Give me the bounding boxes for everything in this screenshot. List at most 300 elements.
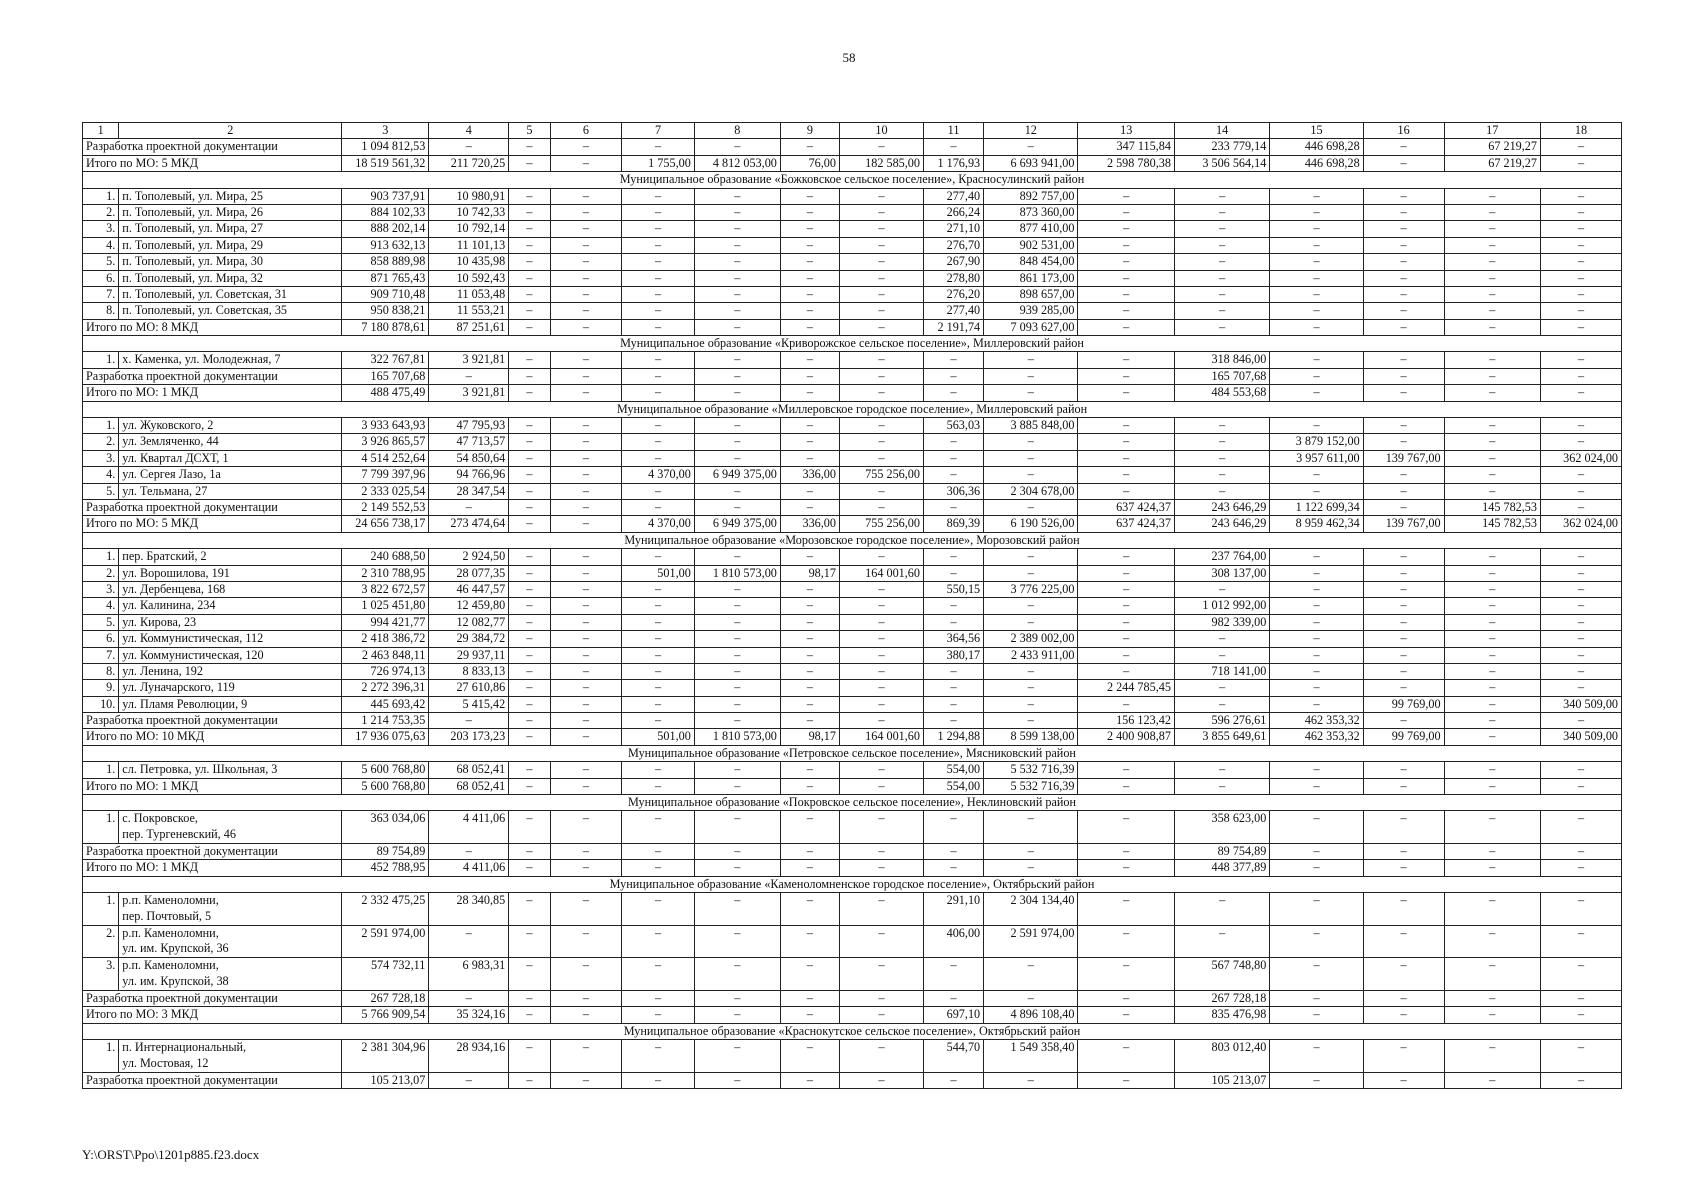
column-header: 17 [1444,123,1540,139]
address-line: ул. Калинина, 234 [122,598,216,613]
value-cell: – [1444,254,1540,270]
value-cell: – [694,581,780,597]
value-cell: 266,24 [923,204,983,220]
value-cell: – [509,893,550,926]
value-cell: 446 698,28 [1270,155,1363,171]
value-cell: 637 424,37 [1078,516,1174,532]
value-cell: – [550,811,622,844]
value-cell: – [780,237,839,253]
value-cell: – [984,385,1078,401]
row-number: 4. [83,237,119,253]
column-header: 1 [83,123,119,139]
value-cell: 28 340,85 [429,893,509,926]
table-row [83,418,1622,434]
value-cell: 554,00 [923,762,983,778]
value-cell: – [1444,188,1540,204]
value-cell: – [509,450,550,466]
value-cell: – [550,434,622,450]
value-cell: 913 632,13 [342,237,429,253]
value-cell: – [694,303,780,319]
value-cell: – [1540,844,1621,860]
value-cell: – [1078,631,1174,647]
value-cell: – [1363,860,1444,876]
value-cell: – [694,925,780,958]
value-cell: 574 732,11 [342,958,429,991]
value-cell: – [1078,811,1174,844]
row-label: Итого по МО: 5 МКД [83,516,342,532]
value-cell: 105 213,07 [342,1072,429,1088]
value-cell: 308 137,00 [1174,565,1269,581]
value-cell: – [1078,434,1174,450]
value-cell: – [694,1072,780,1088]
address-cell [119,270,342,286]
value-cell: – [429,713,509,729]
value-cell: – [622,483,695,499]
value-cell: 898 657,00 [984,286,1078,302]
address-cell [119,925,342,958]
row-number: 2. [83,565,119,581]
value-cell: – [1363,958,1444,991]
value-cell: – [839,647,923,663]
value-cell: – [1078,549,1174,565]
value-cell: – [1270,368,1363,384]
value-cell: – [694,319,780,335]
value-cell: – [509,385,550,401]
value-cell: – [780,925,839,958]
value-cell: – [780,450,839,466]
value-cell: – [839,680,923,696]
value-cell: 7 180 878,61 [342,319,429,335]
value-cell: – [509,990,550,1006]
value-cell: 2 191,74 [923,319,983,335]
value-cell: – [1363,139,1444,155]
address-line: сл. Петровка, ул. Школьная, 3 [122,762,278,777]
value-cell: – [780,418,839,434]
value-cell: – [1270,565,1363,581]
address-cell [119,286,342,302]
value-cell: – [1270,844,1363,860]
column-header: 11 [923,123,983,139]
value-cell: 322 767,81 [342,352,429,368]
value-cell: 362 024,00 [1540,516,1621,532]
section-header-row [83,336,1622,352]
value-cell: – [1540,204,1621,220]
value-cell: – [509,221,550,237]
value-cell: – [550,713,622,729]
value-cell: – [984,958,1078,991]
value-cell: – [1444,925,1540,958]
value-cell: – [1174,418,1269,434]
value-cell: – [984,139,1078,155]
value-cell: 28 077,35 [429,565,509,581]
value-cell: – [694,778,780,794]
value-cell: – [622,303,695,319]
value-cell: – [622,418,695,434]
value-cell: – [550,696,622,712]
value-cell: – [1540,1007,1621,1023]
value-cell: – [1444,860,1540,876]
value-cell: 1 025 451,80 [342,598,429,614]
value-cell: 2 149 552,53 [342,499,429,515]
value-cell: – [694,811,780,844]
row-number: 3. [83,581,119,597]
address-cell [119,450,342,466]
value-cell: – [839,1040,923,1073]
value-cell: 2 304 678,00 [984,483,1078,499]
table-row [83,647,1622,663]
table-row [83,450,1622,466]
value-cell: – [1078,483,1174,499]
address-cell [119,352,342,368]
value-cell: – [1078,319,1174,335]
value-cell: – [550,319,622,335]
section-header-row [83,876,1622,892]
value-cell: 848 454,00 [984,254,1078,270]
value-cell: 445 693,42 [342,696,429,712]
value-cell: – [1078,860,1174,876]
table-row [83,237,1622,253]
value-cell: – [509,368,550,384]
value-cell: 488 475,49 [342,385,429,401]
value-cell: – [509,418,550,434]
value-cell: – [1174,450,1269,466]
value-cell: – [1444,352,1540,368]
value-cell: 98,17 [780,565,839,581]
value-cell: – [694,990,780,1006]
value-cell: 17 936 075,63 [342,729,429,745]
value-cell: – [923,368,983,384]
value-cell: – [509,811,550,844]
value-cell: – [509,204,550,220]
value-cell: – [550,680,622,696]
column-header: 6 [550,123,622,139]
value-cell: – [1444,418,1540,434]
value-cell: – [1444,581,1540,597]
table-row [83,352,1622,368]
value-cell: – [839,434,923,450]
value-cell: 164 001,60 [839,565,923,581]
value-cell: 903 737,91 [342,188,429,204]
value-cell: 89 754,89 [342,844,429,860]
value-cell: 145 782,53 [1444,499,1540,515]
value-cell: – [1078,844,1174,860]
value-cell: – [839,450,923,466]
value-cell: – [622,139,695,155]
value-cell: – [1174,778,1269,794]
table-row [83,483,1622,499]
value-cell: – [622,990,695,1006]
value-cell: 68 052,41 [429,778,509,794]
value-cell: – [923,467,983,483]
value-cell: – [1174,188,1269,204]
value-cell: – [1444,696,1540,712]
value-cell: – [550,352,622,368]
value-cell: – [1444,483,1540,499]
value-cell: – [839,893,923,926]
row-label: Разработка проектной документации [83,1072,342,1088]
value-cell: 1 755,00 [622,155,695,171]
summary-row [83,139,1622,155]
value-cell: – [694,204,780,220]
value-cell: 1 122 699,34 [1270,499,1363,515]
table-row [83,598,1622,614]
value-cell: – [622,614,695,630]
value-cell: – [839,696,923,712]
value-cell: – [1078,385,1174,401]
row-number: 1. [83,188,119,204]
value-cell: – [1270,1007,1363,1023]
value-cell: – [1174,680,1269,696]
value-cell: – [622,663,695,679]
value-cell: – [1270,762,1363,778]
value-cell: – [1270,811,1363,844]
value-cell: – [1174,434,1269,450]
value-cell: – [509,1072,550,1088]
value-cell: – [1444,990,1540,1006]
value-cell: – [622,270,695,286]
value-cell: – [1078,467,1174,483]
value-cell: 3 879 152,00 [1270,434,1363,450]
section-title: Муниципальное образование «Каменоломненское городское поселение», Октябрьский район [83,876,1622,892]
value-cell: 2 333 025,54 [342,483,429,499]
value-cell: – [1363,237,1444,253]
value-cell: – [839,925,923,958]
row-number: 6. [83,631,119,647]
value-cell: – [1363,598,1444,614]
row-label: Итого по МО: 10 МКД [83,729,342,745]
value-cell: 29 937,11 [429,647,509,663]
value-cell: 2 244 785,45 [1078,680,1174,696]
value-cell: – [1540,762,1621,778]
address-cell [119,418,342,434]
value-cell: 755 256,00 [839,516,923,532]
summary-row [83,713,1622,729]
address-cell [119,598,342,614]
value-cell: 10 742,33 [429,204,509,220]
value-cell: – [694,696,780,712]
address-cell [119,483,342,499]
address-cell [119,188,342,204]
value-cell: 243 646,29 [1174,499,1269,515]
value-cell: – [622,1072,695,1088]
value-cell: – [694,860,780,876]
value-cell: – [780,762,839,778]
value-cell: 3 926 865,57 [342,434,429,450]
value-cell: 24 656 738,17 [342,516,429,532]
value-cell: – [1078,925,1174,958]
address-line: ул. Квартал ДСХТ, 1 [122,450,229,465]
column-header: 9 [780,123,839,139]
value-cell: 8 959 462,34 [1270,516,1363,532]
value-cell: – [1270,286,1363,302]
value-cell: – [1540,631,1621,647]
value-cell: – [622,598,695,614]
value-cell: – [622,680,695,696]
address-cell [119,467,342,483]
address-line: п. Интернациональный, [122,1040,247,1055]
value-cell: 12 082,77 [429,614,509,630]
value-cell: – [839,385,923,401]
value-cell: – [1363,762,1444,778]
value-cell: – [622,319,695,335]
value-cell: 2 400 908,87 [1078,729,1174,745]
value-cell: 884 102,33 [342,204,429,220]
address-line: п. Тополевый, ул. Мира, 25 [122,188,263,203]
value-cell: – [1363,1007,1444,1023]
value-cell: – [1078,581,1174,597]
value-cell: – [1270,680,1363,696]
value-cell: – [1078,368,1174,384]
value-cell: 501,00 [622,565,695,581]
value-cell: – [1078,1007,1174,1023]
column-header: 8 [694,123,780,139]
value-cell: – [984,1072,1078,1088]
section-title: Муниципальное образование «Краснокутское сельское поселение», Октябрьский район [83,1023,1622,1039]
value-cell: – [1444,303,1540,319]
value-cell: – [1444,565,1540,581]
value-cell: – [984,368,1078,384]
value-cell: – [1078,990,1174,1006]
value-cell: 1 094 812,53 [342,139,429,155]
row-number: 3. [83,450,119,466]
value-cell: – [509,631,550,647]
value-cell: – [509,696,550,712]
value-cell: 4 370,00 [622,516,695,532]
value-cell: 1 294,88 [923,729,983,745]
value-cell: – [1174,696,1269,712]
value-cell: – [694,598,780,614]
address-cell [119,762,342,778]
value-cell: 596 276,61 [1174,713,1269,729]
value-cell: 28 934,16 [429,1040,509,1073]
value-cell: – [1270,860,1363,876]
value-cell: – [923,549,983,565]
value-cell: – [694,647,780,663]
value-cell: – [509,925,550,958]
value-cell: – [1078,237,1174,253]
value-cell: 2 381 304,96 [342,1040,429,1073]
value-cell: 871 765,43 [342,270,429,286]
value-cell: – [1444,286,1540,302]
address-line: х. Каменка, ул. Молодежная, 7 [122,352,281,367]
table-row [83,581,1622,597]
value-cell: – [1078,352,1174,368]
address-cell [119,958,342,991]
address-cell [119,893,342,926]
value-cell: – [622,958,695,991]
address-cell [119,1040,342,1073]
address-line: пер. Тургеневский, 46 [122,826,236,841]
address-cell [119,696,342,712]
value-cell: – [1270,958,1363,991]
value-cell: 858 889,98 [342,254,429,270]
value-cell: – [839,418,923,434]
value-cell: – [1174,631,1269,647]
value-cell: 6 190 526,00 [984,516,1078,532]
value-cell: – [550,516,622,532]
value-cell: – [1078,663,1174,679]
section-header-row [83,532,1622,548]
value-cell: – [1363,467,1444,483]
address-cell [119,811,342,844]
value-cell: – [622,188,695,204]
value-cell: – [1444,844,1540,860]
value-cell: – [694,237,780,253]
value-cell: – [923,1072,983,1088]
value-cell: – [1363,844,1444,860]
value-cell: – [1270,663,1363,679]
column-header: 13 [1078,123,1174,139]
value-cell: – [1078,778,1174,794]
value-cell: – [780,549,839,565]
value-cell: 99 769,00 [1363,696,1444,712]
value-cell: 2 332 475,25 [342,893,429,926]
value-cell: – [694,254,780,270]
column-number-row [83,123,1622,139]
value-cell: – [1363,155,1444,171]
value-cell: 87 251,61 [429,319,509,335]
value-cell: – [1363,483,1444,499]
row-label: Итого по МО: 1 МКД [83,385,342,401]
value-cell: – [694,614,780,630]
value-cell: – [1363,270,1444,286]
table-row [83,434,1622,450]
value-cell: – [923,713,983,729]
value-cell: 4 411,06 [429,860,509,876]
value-cell: – [923,614,983,630]
value-cell: 3 921,81 [429,385,509,401]
value-cell: 165 707,68 [342,368,429,384]
value-cell: – [694,1040,780,1073]
value-cell: – [839,778,923,794]
value-cell: – [1363,778,1444,794]
value-cell: 68 052,41 [429,762,509,778]
value-cell: – [1363,647,1444,663]
value-cell: – [622,893,695,926]
value-cell: – [839,352,923,368]
value-cell: – [622,581,695,597]
value-cell: – [1078,221,1174,237]
value-cell: 861 173,00 [984,270,1078,286]
value-cell: 233 779,14 [1174,139,1269,155]
value-cell: 718 141,00 [1174,663,1269,679]
address-line: ул. Кирова, 23 [122,614,197,629]
value-cell: – [1540,598,1621,614]
value-cell: – [1444,467,1540,483]
value-cell: – [1444,434,1540,450]
value-cell: 563,03 [923,418,983,434]
value-cell: – [622,221,695,237]
value-cell: – [694,483,780,499]
value-cell: – [839,188,923,204]
value-cell: 982 339,00 [1174,614,1269,630]
value-cell: 939 285,00 [984,303,1078,319]
value-cell: 364,56 [923,631,983,647]
value-cell: – [1540,647,1621,663]
value-cell: – [550,418,622,434]
value-cell: – [780,270,839,286]
value-cell: 2 389 002,00 [984,631,1078,647]
value-cell: – [839,860,923,876]
value-cell: – [984,990,1078,1006]
value-cell: – [1270,925,1363,958]
row-label: Разработка проектной документации [83,713,342,729]
value-cell: – [509,663,550,679]
value-cell: 278,80 [923,270,983,286]
value-cell: – [550,188,622,204]
value-cell: – [550,925,622,958]
value-cell: – [1444,1007,1540,1023]
